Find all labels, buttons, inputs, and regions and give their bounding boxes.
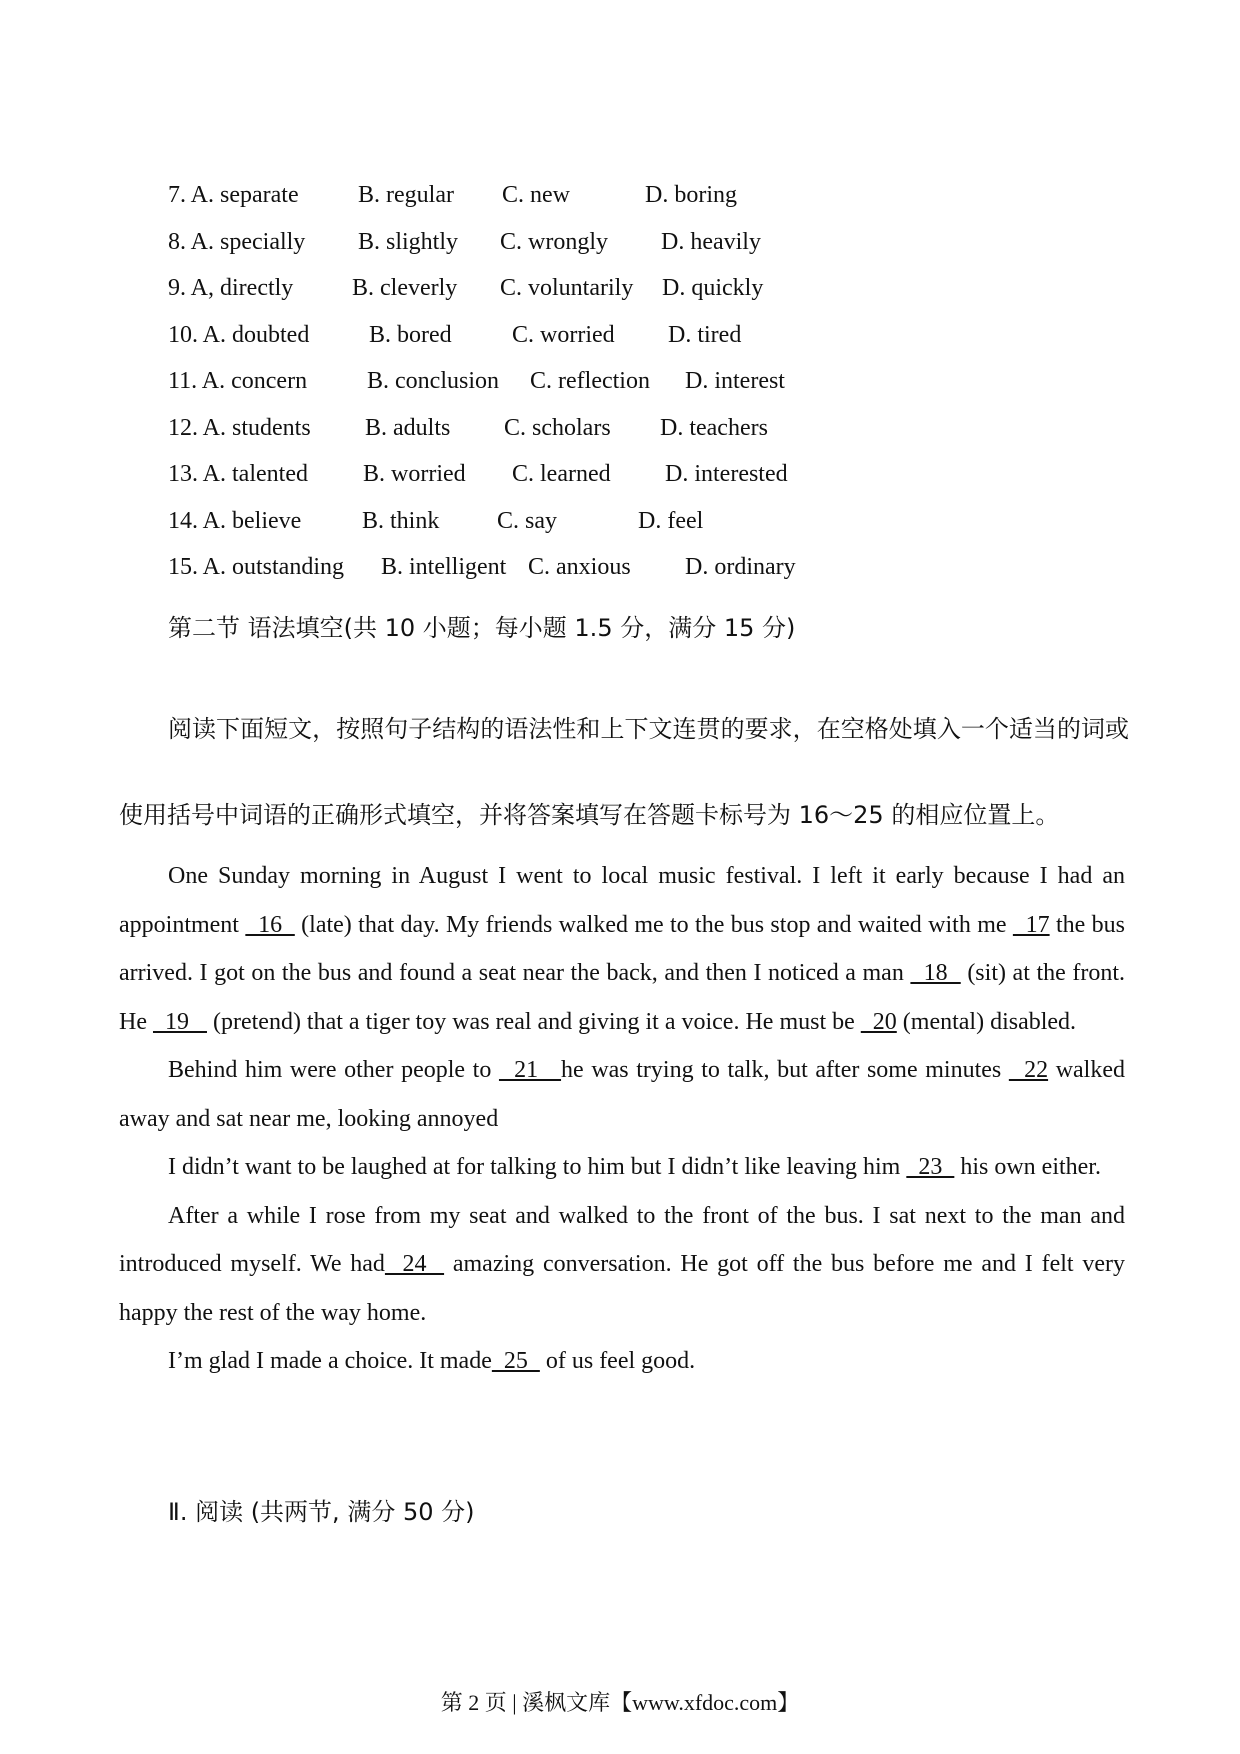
blank-24: 24: [384, 1251, 445, 1277]
option-d: D. tired: [668, 321, 742, 348]
blank-21: 21: [498, 1057, 562, 1083]
option-a: 11. A. concern: [168, 368, 308, 394]
option-b: B. intelligent: [381, 554, 507, 580]
option-c: C. worried: [512, 321, 615, 348]
option-c: C. learned: [512, 461, 611, 487]
passage-text: Behind him were other people to: [168, 1057, 499, 1083]
section-title: 第二节 语法填空(共 10 小题；每小题 1.5 分，满分 15 分): [168, 614, 796, 642]
blank-17: 17: [1012, 911, 1050, 938]
option-c: C. voluntarily: [500, 275, 634, 301]
option-b: B. slightly: [358, 228, 459, 255]
option-b: B. regular: [358, 182, 454, 208]
option-row-12: [168, 405, 868, 452]
option-a: 14. A. believe: [168, 507, 302, 534]
multiple-choice-options: [168, 172, 868, 591]
option-row-13: [168, 451, 868, 498]
page-footer: 第 2 页 | 溪枫文库【www.xfdoc.com】: [440, 1690, 800, 1715]
option-b: B. adults: [365, 414, 451, 441]
blank-23: 23: [906, 1154, 955, 1180]
option-row-11: [168, 358, 868, 405]
option-d: D. ordinary: [685, 554, 796, 580]
option-d: D. quickly: [662, 275, 764, 301]
passage-paragraph: [119, 1192, 1125, 1338]
option-b: B. cleverly: [352, 275, 458, 301]
passage-text: I didn’t want to be laughed at for talking to him but I didn’t like leaving him: [168, 1154, 907, 1180]
passage-text: amazing conversation. He got off the bus before me and I felt very happy the rest of the way home.: [119, 1251, 1125, 1326]
passage-paragraph: [119, 852, 1125, 1046]
passage-text: (sit) at the front. He: [119, 960, 1126, 1035]
option-d: D. feel: [638, 507, 704, 534]
passage-paragraph: [119, 1046, 1125, 1143]
passage-text: (mental) disabled.: [896, 1008, 1077, 1035]
blank-18: 18: [910, 960, 961, 986]
option-a: 8. A. specially: [168, 228, 306, 255]
option-c: C. say: [497, 507, 557, 534]
blank-19: 19: [152, 1008, 207, 1035]
option-a: 7. A. separate: [168, 182, 299, 208]
option-d: D. interest: [685, 368, 785, 394]
option-a: 13. A. talented: [168, 461, 308, 487]
option-c: C. scholars: [504, 414, 611, 441]
option-row-8: [168, 219, 868, 266]
passage-text: he was trying to talk, but after some minutes: [561, 1057, 1009, 1083]
option-row-9: [168, 265, 868, 312]
reading-section-title: Ⅱ. 阅读 (共两节, 满分 50 分): [168, 1498, 475, 1526]
option-row-15: [168, 544, 868, 591]
option-b: B. conclusion: [367, 368, 499, 394]
option-a: 9. A, directly: [168, 275, 294, 301]
passage-text: One Sunday morning in August I went to local music festival. I left it early because I had an appointment: [119, 863, 1125, 938]
blank-16: 16: [245, 911, 295, 938]
passage-paragraph: [119, 1143, 1125, 1192]
option-c: C. new: [502, 182, 570, 208]
option-a: 15. A. outstanding: [168, 554, 345, 580]
passage-text: the bus arrived. I got on the bus and found a seat near the back, and then I noticed a man: [119, 911, 1125, 986]
option-b: B. bored: [369, 321, 452, 348]
option-c: C. reflection: [530, 368, 650, 394]
option-row-10: [168, 312, 868, 359]
passage-paragraph: [119, 1337, 1125, 1386]
passage-text: (pretend) that a tiger toy was real and giving it a voice. He must be: [206, 1008, 861, 1035]
option-d: D. teachers: [660, 414, 768, 441]
option-a: 10. A. doubted: [168, 321, 310, 348]
option-d: D. heavily: [661, 228, 761, 255]
blank-25: 25: [491, 1348, 540, 1374]
passage-text: his own either.: [954, 1154, 1101, 1180]
option-row-14: [168, 498, 868, 545]
blank-20: 20: [860, 1008, 897, 1035]
option-b: B. think: [362, 507, 440, 534]
option-d: D. interested: [665, 461, 788, 487]
option-a: 12. A. students: [168, 414, 311, 441]
option-b: B. worried: [363, 461, 466, 487]
passage-text: walked away and sat near me, looking annoyed: [119, 1057, 1125, 1132]
passage-text: I’m glad I made a choice. It made: [168, 1348, 492, 1374]
section-instructions: 阅读下面短文，按照句子结构的语法性和上下文连贯的要求，在空格处填入一个适当的词或使用括号中词语的正确形式填空，并将答案填写在答题卡标号为 16～25 的相应位置上。: [119, 715, 1129, 829]
passage-text: of us feel good.: [539, 1348, 696, 1374]
passage-text: After a while I rose from my seat and walked to the front of the bus. I sat next to the man and introduced myself. We had: [119, 1202, 1125, 1277]
blank-22: 22: [1008, 1057, 1049, 1083]
cloze-passage: [119, 852, 1125, 1386]
option-c: C. anxious: [528, 554, 631, 580]
option-row-7: [168, 172, 868, 219]
option-c: C. wrongly: [500, 228, 608, 255]
passage-text: (late) that day. My friends walked me to the bus stop and waited with me: [294, 911, 1013, 938]
option-d: D. boring: [645, 182, 737, 208]
